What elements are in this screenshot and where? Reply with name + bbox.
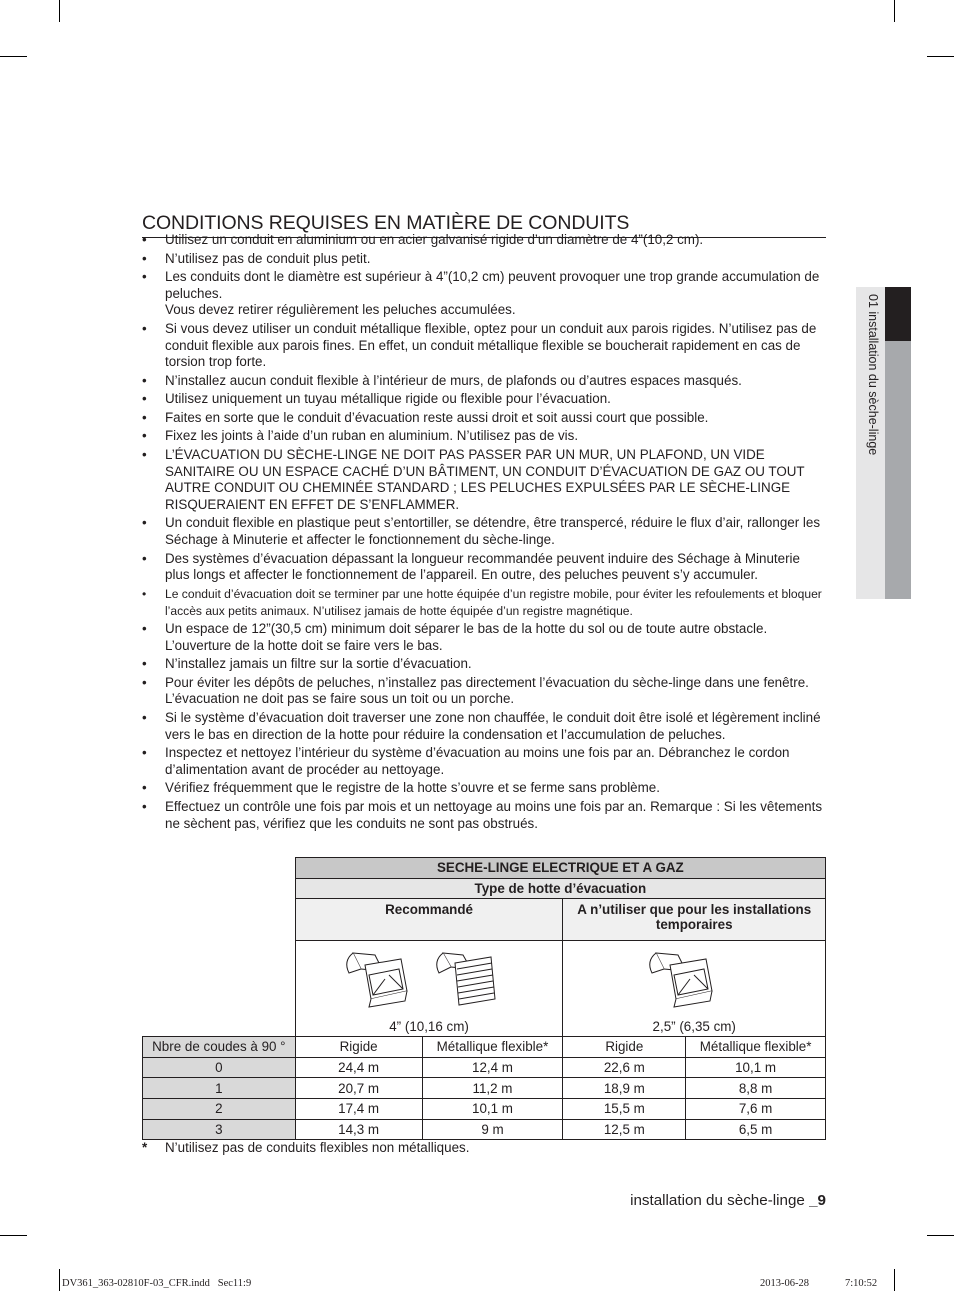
table-cell: 14,3 m <box>295 1119 422 1140</box>
list-item: • Si vous devez utiliser un conduit métallique flexible, optez pour un conduit aux parois rigides. N’utilisez pas de conduit flexible aux parois fines. En effet, un conduit métallique flexible se boucherait rapidement en cas de torsion trop forte. <box>142 321 828 371</box>
elbow-count: 3 <box>143 1119 296 1140</box>
list-item: • Un espace de 12”(30,5 cm) minimum doit séparer le bas de la hotte du sol ou de toute autre obstacle. L’ouverture de la hotte doit se faire vers le bas. <box>142 621 828 654</box>
table-header-dryer: SECHE-LINGE ELECTRIQUE ET A GAZ <box>295 858 825 879</box>
list-item: • Utilisez un conduit en aluminium ou en acier galvanisé rigide d’un diamètre de 4”(10,2 cm). <box>142 232 828 249</box>
list-item: • Les conduits dont le diamètre est supérieur à 4”(10,2 cm) peuvent provoquer une trop grande accumulation de peluches. Vous devez retirer régulièrement les peluches accumulées. <box>142 269 828 319</box>
table-row <box>143 1057 826 1078</box>
vent-hood-icon <box>644 945 744 1017</box>
table-cell: 12,4 m <box>422 1057 563 1078</box>
crop-mark <box>927 56 954 57</box>
list-item: • Inspectez et nettoyez l’intérieur du système d’évacuation au moins une fois par an. Débranchez le cordon d’alimentation avant de procéder au nettoyage. <box>142 745 828 778</box>
list-item: • Si le système d’évacuation doit traverser une zone non chauffée, le conduit doit être isolé et légèrement incliné vers le bas en direction de la hotte pour réduire la condensation et l’accumulation de peluches. <box>142 710 828 743</box>
crop-mark <box>0 56 27 57</box>
table-cell: 17,4 m <box>295 1098 422 1119</box>
page-title: CONDITIONS REQUISES EN MATIÈRE DE CONDUITS <box>142 212 826 238</box>
table-cell: 24,4 m <box>295 1057 422 1078</box>
table-blank-corner <box>143 858 296 1037</box>
col-label: Métallique flexible* <box>686 1037 826 1058</box>
crop-mark <box>59 0 60 22</box>
table-cell: 18,9 m <box>563 1078 686 1099</box>
list-item: • Effectuez un contrôle une fois par mois et un nettoyage au moins une fois par an. Remarque : Si les vêtements ne sèchent pas, vérifiez que les conduits ne sont pas obstrués. <box>142 799 828 832</box>
table-cell: 20,7 m <box>295 1078 422 1099</box>
table-header-recommended: Recommandé <box>295 899 563 941</box>
requirements-list <box>142 232 828 834</box>
table-header-hood-type: Type de hotte d’évacuation <box>295 878 825 899</box>
recommended-size: 4” (10,16 cm) <box>389 1019 469 1035</box>
elbow-count: 2 <box>143 1098 296 1119</box>
col-label: Rigide <box>563 1037 686 1058</box>
footer-section: installation du sèche-linge <box>630 1192 805 1209</box>
chapter-tab-bar <box>885 341 911 599</box>
col-label: Rigide <box>295 1037 422 1058</box>
vent-length-table <box>142 857 826 1140</box>
page-footer <box>580 1192 826 1209</box>
chapter-tab <box>856 287 911 599</box>
crop-mark <box>894 0 895 22</box>
footnote-mark: * <box>142 1140 148 1155</box>
elbow-count: 1 <box>143 1078 296 1099</box>
list-item: • N’installez aucun conduit flexible à l’intérieur de murs, de plafonds ou d’autres espaces masqués. <box>142 373 828 390</box>
temporary-hood-cell <box>563 941 826 1037</box>
list-item: • Fixez les joints à l’aide d’un ruban en aluminium. N’utilisez pas de vis. <box>142 428 828 445</box>
list-item: • N’utilisez pas de conduit plus petit. <box>142 251 828 268</box>
list-item: • Le conduit d’évacuation doit se terminer par une hotte équipée d’un registre mobile, pour éviter les refoulements et bloquer l’accès aux petits animaux. N’utilisez jamais de hotte équipée d’un registre magnétique. <box>142 586 828 619</box>
list-item: • Vérifiez fréquemment que le registre de la hotte s’ouvre et se ferme sans problème. <box>142 780 828 797</box>
table-row <box>143 1098 826 1119</box>
table-row <box>143 1078 826 1099</box>
page-number: _9 <box>809 1192 826 1209</box>
chapter-tab-marker <box>885 287 911 341</box>
slug-time: 7:10:52 <box>845 1278 878 1289</box>
table-cell: 7,6 m <box>686 1098 826 1119</box>
vent-hood-icon <box>339 945 519 1017</box>
recommended-hoods-cell <box>295 941 563 1037</box>
crop-mark <box>927 1235 954 1236</box>
slug-filename: DV361_363-02810F-03_CFR.indd Sec11:9 <box>62 1278 252 1289</box>
table-cell: 10,1 m <box>686 1057 826 1078</box>
table-cell: 15,5 m <box>563 1098 686 1119</box>
elbow-count: 0 <box>143 1057 296 1078</box>
crop-mark <box>59 1269 60 1291</box>
col-label: Métallique flexible* <box>422 1037 563 1058</box>
table-row <box>143 1119 826 1140</box>
list-item: • Utilisez uniquement un tuyau métallique rigide ou flexible pour l’évacuation. <box>142 391 828 408</box>
crop-mark <box>894 1269 895 1291</box>
table-cell: 22,6 m <box>563 1057 686 1078</box>
table-cell: 9 m <box>422 1119 563 1140</box>
crop-mark <box>0 1235 27 1236</box>
chapter-tab-label: 01 installation du sèche-linge <box>866 294 880 456</box>
list-item: • L’ÉVACUATION DU SÈCHE-LINGE NE DOIT PAS PASSER PAR UN MUR, UN PLAFOND, UN VIDE SANITAIRE OU UN ESPACE CACHÉ D’UN BÂTIMENT, UN CONDUIT D’ÉVACUATION DE GAZ OU TOUT AUTRE CONDUIT OU CHEMINÉE STANDARD ; LES PELUCHES EXPULSÉES PAR LE SÈCHE-LINGE RISQUERAIENT EN EFFET DE S’ENFLAMMER. <box>142 447 828 514</box>
footnote <box>142 1140 469 1155</box>
list-item: • Faites en sorte que le conduit d’évacuation reste aussi droit et soit aussi court que possible. <box>142 410 828 427</box>
table-cell: 11,2 m <box>422 1078 563 1099</box>
table-cell: 6,5 m <box>686 1119 826 1140</box>
table-header-temporary: A n’utiliser que pour les installations temporaires <box>563 899 826 941</box>
footnote-text: N’utilisez pas de conduits flexibles non métalliques. <box>165 1140 470 1155</box>
table-cell: 8,8 m <box>686 1078 826 1099</box>
list-item: • N’installez jamais un filtre sur la sortie d’évacuation. <box>142 656 828 673</box>
table-cell: 12,5 m <box>563 1119 686 1140</box>
temporary-size: 2,5” (6,35 cm) <box>652 1019 736 1035</box>
table-cell: 10,1 m <box>422 1098 563 1119</box>
row-label-elbows: Nbre de coudes à 90 ° <box>143 1037 296 1058</box>
list-item: • Pour éviter les dépôts de peluches, n’installez pas directement l’évacuation du sèche-linge dans une fenêtre. L’évacuation ne doit pas se faire sous un toit ou un porche. <box>142 675 828 708</box>
slug-date: 2013-06-28 <box>760 1278 809 1289</box>
list-item: • Un conduit flexible en plastique peut s’entortiller, se détendre, être transpercé, réduire le flux d’air, rallonger les Séchage à Minuterie et affecter le fonctionnement du sèche-linge. <box>142 515 828 548</box>
list-item: • Des systèmes d’évacuation dépassant la longueur recommandée peuvent induire des Séchage à Minuterie plus longs et affecter le fonctionnement de l’appareil. En outre, des peluches peuvent s’y accumuler. <box>142 551 828 584</box>
